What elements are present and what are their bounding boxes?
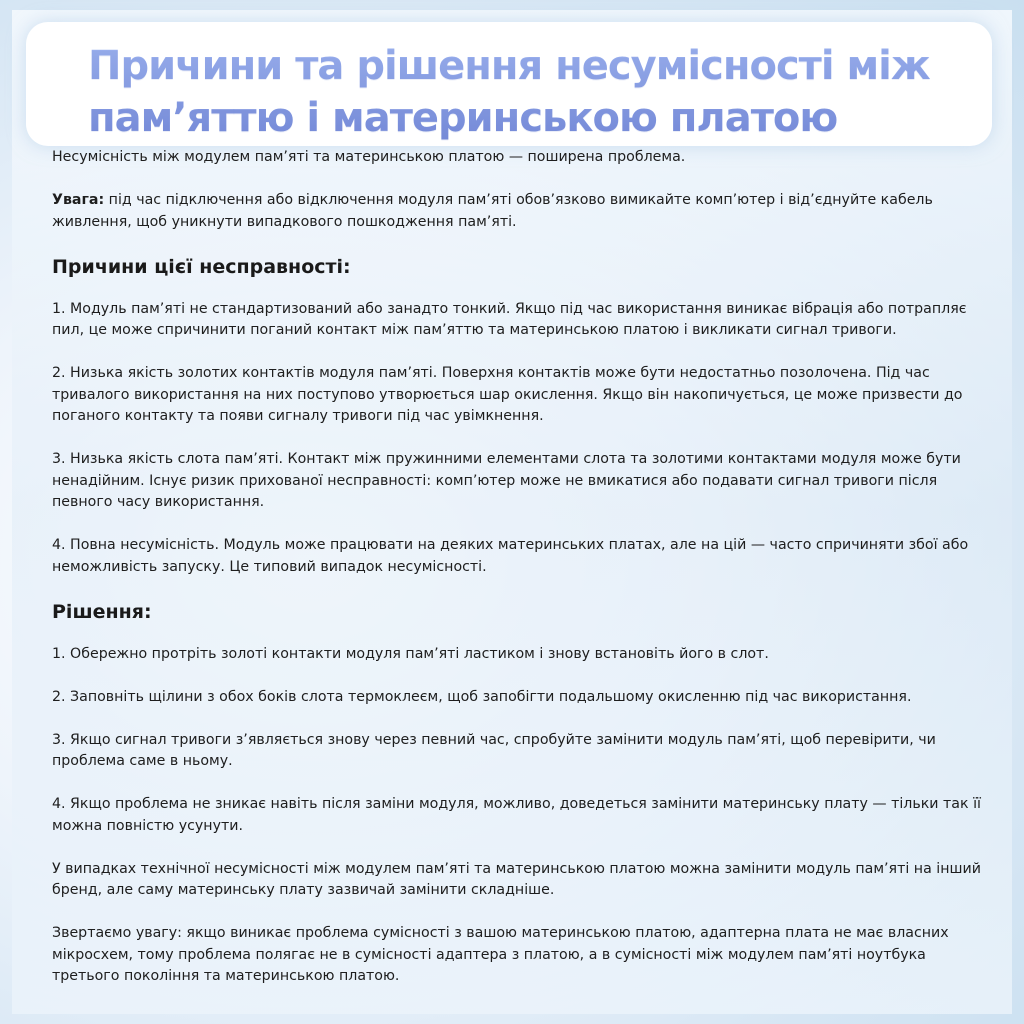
solution-item: 2. Заповніть щілини з обох боків слота термоклеєм, щоб запобігти подальшому окисленню під час використання. (52, 688, 912, 705)
solution-item: 4. Якщо проблема не зникає навіть після заміни модуля, можливо, доведеться замінити материнську плату — тільки так її можна повністю усунути. (52, 796, 981, 834)
warning-label: Увага: (52, 192, 105, 208)
cause-item: 2. Низька якість золотих контактів модуля пам’яті. Поверхня контактів може бути недостатньо позолочена. Під час тривалого використання на них поступово утворюється шар окислення. Якщо він накопичується, це може призвести до поганого контакту та появи сигналу тривоги під час увімкнення. (52, 365, 963, 424)
intro-paragraph: Несумісність між модулем пам’яті та материнською платою — поширена проблема. (52, 149, 686, 165)
solution-item: 1. Обережно протріть золоті контакти модуля пам’яті ластиком і знову встановіть його в слот. (52, 645, 769, 662)
solutions-heading: Рішення: (52, 600, 152, 623)
warning-text: під час підключення або відключення модуля пам’яті обов’язково вимикайте комп’ютер і від’єднуйте кабель живлення, щоб уникнути випадкового пошкодження пам’яті. (52, 192, 933, 230)
article-body (52, 147, 992, 1009)
cause-item: 1. Модуль пам’яті не стандартизований або занадто тонкий. Якщо під час використання виникає вібрація або потрапляє пил, це може спричинити поганий контакт між пам’яттю та материнською платою і викликати сигнал тривоги. (52, 300, 967, 338)
causes-heading: Причини цієї несправності: (52, 255, 351, 278)
article-page (12, 10, 1012, 1014)
solution-item: 3. Якщо сигнал тривоги з’являється знову через певний час, спробуйте замінити модуль пам’яті, щоб перевірити, чи проблема саме в ньому. (52, 731, 936, 769)
warning-paragraph (52, 190, 992, 233)
title-banner (26, 22, 992, 146)
cause-item: 4. Повна несумісність. Модуль може працювати на деяких материнських платах, але на цій — часто спричиняти збої або неможливість запуску. Це типовий випадок несумісності. (52, 537, 969, 575)
cause-item: 3. Низька якість слота пам’яті. Контакт між пружинними елементами слота та золотими контактами модуля може бути ненадійним. Існує ризик прихованої несправності: комп’ютер може не вмикатися або подавати сигнал тривоги після певного часу використання. (52, 451, 961, 510)
closing-paragraph: У випадках технічної несумісності між модулем пам’яті та материнською платою можна замінити модуль пам’яті на інший бренд, але саму материнську плату зазвичай замінити складніше. (52, 860, 981, 898)
page-title: Причини та рішення несумісності між пам’яттю і материнською платою (88, 40, 968, 144)
closing-paragraph: Звертаємо увагу: якщо виникає проблема сумісності з вашою материнською платою, адаптерна плата не має власних мікросхем, тому проблема полягає не в сумісності адаптера з платою, а в сумісності між модулем пам’яті ноутбука третього покоління та материнською платою. (52, 925, 949, 984)
